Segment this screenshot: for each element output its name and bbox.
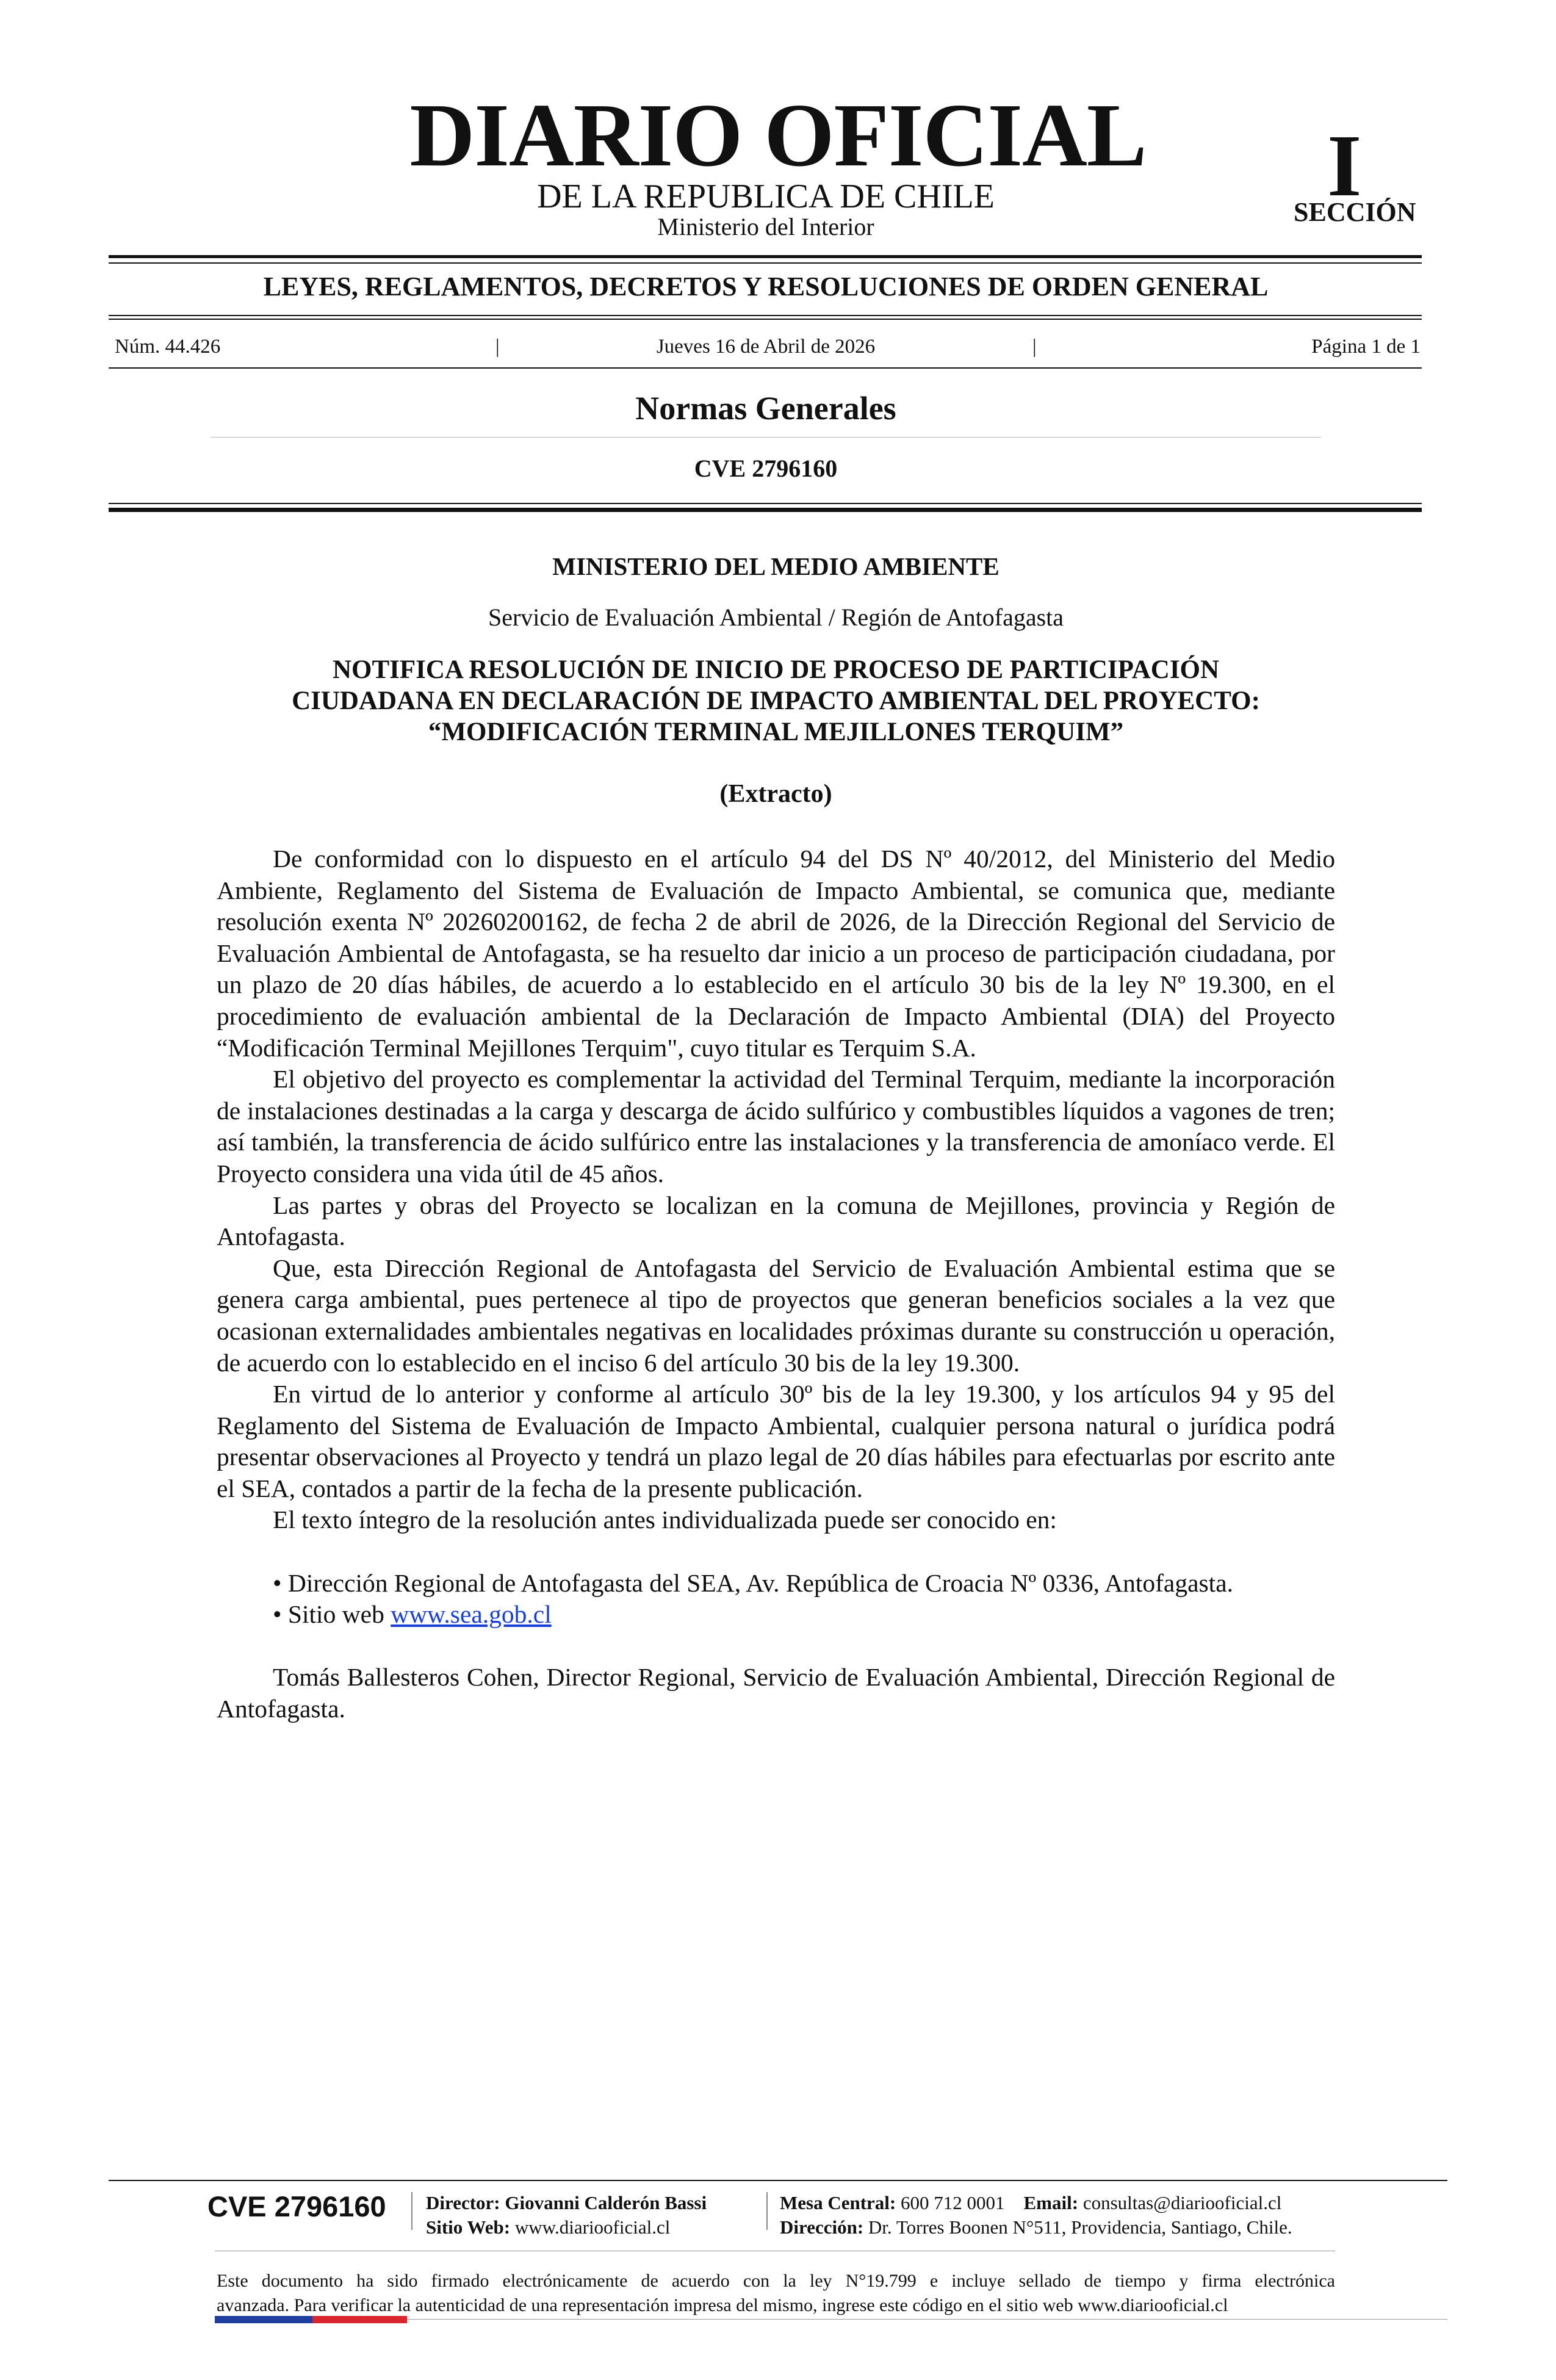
info-separator: | — [1032, 336, 1037, 358]
heading-line: “MODIFICACIÓN TERMINAL MEJILLONES TERQUIM” — [428, 718, 1124, 746]
section-banner: LEYES, REGLAMENTOS, DECRETOS Y RESOLUCIONES DE ORDEN GENERAL — [263, 272, 1269, 301]
footer-contact-block — [780, 2191, 1292, 2240]
document-body — [217, 843, 1335, 1725]
direccion-value: Dr. Torres Boonen N°511, Providencia, Santiago, Chile. — [868, 2216, 1292, 2238]
heading-line: CIUDADANA EN DECLARACIÓN DE IMPACTO AMBIENTAL DEL PROYECTO: — [292, 687, 1260, 715]
header-rule-thin — [109, 262, 1422, 264]
cve-rule-thin — [109, 503, 1422, 504]
normas-title: Normas Generales — [635, 390, 896, 427]
director-name: Giovanni Calderón Bassi — [505, 2192, 707, 2213]
bullet-website-prefix: • Sitio web — [273, 1600, 391, 1629]
info-separator: | — [495, 336, 500, 358]
newspaper-title: DIARIO OFICIAL — [409, 85, 1147, 186]
footer-signature-note: Este documento ha sido firmado electrónicamente de acuerdo con la ley N°19.799 e incluye sellado de tiempo y firma electrónica — [217, 2271, 1335, 2291]
footer-rule-top — [109, 2180, 1447, 2181]
body-paragraph: Las partes y obras del Proyecto se localizan en la comuna de Mejillones, provincia y Región de Antofagasta. — [217, 1191, 1335, 1251]
page-number: Página 1 de 1 — [1311, 336, 1421, 358]
footer-divider — [766, 2192, 768, 2230]
footer-divider — [411, 2192, 412, 2230]
web-label: Sitio Web: — [426, 2216, 511, 2238]
document-service: Servicio de Evaluación Ambiental / Región de Antofagasta — [488, 604, 1064, 631]
newspaper-subtitle: DE LA REPUBLICA DE CHILE — [537, 178, 995, 215]
email-value: consultas@diariooficial.cl — [1082, 2192, 1282, 2213]
document-heading — [217, 654, 1335, 748]
cve-rule-thick — [109, 508, 1422, 512]
footer-rule-bottom — [407, 2319, 1447, 2320]
footer-signature-note: avanzada. Para verificar la autenticidad de una representación impresa del mismo, ingrese este código en el sitio web www.diariooficial.cl — [217, 2295, 1228, 2315]
body-paragraph: Que, esta Dirección Regional de Antofagasta del Servicio de Evaluación Ambiental estima que se genera carga ambiental, pues pertenece al tipo de proyectos que generan beneficios sociales a la vez que ocasionan externalidades ambientales negativas en localidades próximas durante su construcción u operación, de acuerdo con lo establecido en el inciso 6 del artículo 30 bis de la ley 19.300. — [217, 1253, 1335, 1377]
body-paragraph: El texto íntegro de la resolución antes individualizada puede ser conocido en: — [273, 1506, 1057, 1534]
section-number: I — [1327, 117, 1362, 215]
footer-cve-code: CVE 2796160 — [207, 2190, 386, 2223]
cve-code: CVE 2796160 — [694, 455, 838, 482]
document-ministry: MINISTERIO DEL MEDIO AMBIENTE — [552, 552, 1000, 580]
footer-director-block — [426, 2191, 707, 2240]
section-label: SECCIÓN — [1294, 197, 1416, 227]
mesa-value: 600 712 0001 — [901, 2192, 1005, 2213]
sea-website-link[interactable]: www.sea.gob.cl — [391, 1600, 552, 1629]
flag-stripe-blue — [215, 2316, 312, 2323]
heading-line: NOTIFICA RESOLUCIÓN DE INICIO DE PROCESO DE PARTICIPACIÓN — [332, 655, 1220, 684]
header-rule-thick — [109, 255, 1422, 258]
issue-number: Núm. 44.426 — [115, 336, 221, 358]
web-value: www.diariooficial.cl — [514, 2216, 671, 2238]
bullet-website — [217, 1599, 1335, 1631]
info-rule — [109, 367, 1422, 369]
extracto-label: (Extracto) — [719, 780, 832, 808]
mesa-label: Mesa Central: — [780, 2192, 896, 2213]
banner-rule-bottom-2 — [109, 319, 1422, 320]
body-paragraph: En virtud de lo anterior y conforme al artículo 30º bis de la ley 19.300, y los artículos 94 y 95 del Reglamento del Sistema de Evaluación de Impacto Ambiental, cualquier persona natural o jurídica podrá presentar observaciones al Proyecto y tendrá un plazo legal de 20 días hábiles para efectuarlas por escrito ante el SEA, contados a partir de la fecha de la presente publicación. — [217, 1380, 1335, 1502]
email-label: Email: — [1023, 2192, 1079, 2213]
normas-underline — [211, 437, 1321, 438]
ministry-line: Ministerio del Interior — [657, 213, 874, 240]
direccion-label: Dirección: — [780, 2216, 864, 2238]
bullet-sea-office: • Dirección Regional de Antofagasta del SEA, Av. República de Croacia Nº 0336, Antofagasta. — [273, 1568, 1234, 1597]
banner-rule-bottom — [109, 315, 1422, 316]
body-paragraph: El objetivo del proyecto es complementar la actividad del Terminal Terquim, mediante la incorporación de instalaciones destinadas a la carga y descarga de ácido sulfúrico y combustibles líquidos a vagones de tren; así también, la transferencia de ácido sulfúrico entre las instalaciones y la transferencia de amoníaco verde. El Proyecto considera una vida útil de 45 años. — [217, 1065, 1335, 1188]
body-paragraph: De conformidad con lo dispuesto en el artículo 94 del DS Nº 40/2012, del Ministerio del Medio Ambiente, Reglamento del Sistema de Evaluación de Impacto Ambiental, se comunica que, mediante resolución exenta Nº 20260200162, de fecha 2 de abril de 2026, de la Dirección Regional del Servicio de Evaluación Ambiental de Antofagasta, se ha resuelto dar inicio a un proceso de participación ciudadana, por un plazo de 20 días hábiles, de acuerdo a lo establecido en el artículo 30 bis de la ley Nº 19.300, en el procedimiento de evaluación ambiental de la Declaración de Impacto Ambiental (DIA) del Proyecto “Modificación Terminal Mejillones Terquim", cuyo titular es Terquim S.A. — [217, 845, 1335, 1062]
director-label: Director: — [426, 2192, 500, 2213]
issue-date: Jueves 16 de Abril de 2026 — [656, 336, 876, 358]
flag-stripe-red — [312, 2316, 407, 2323]
signature: Tomás Ballesteros Cohen, Director Regional, Servicio de Evaluación Ambiental, Dirección Regional de Antofagasta. — [217, 1663, 1335, 1723]
